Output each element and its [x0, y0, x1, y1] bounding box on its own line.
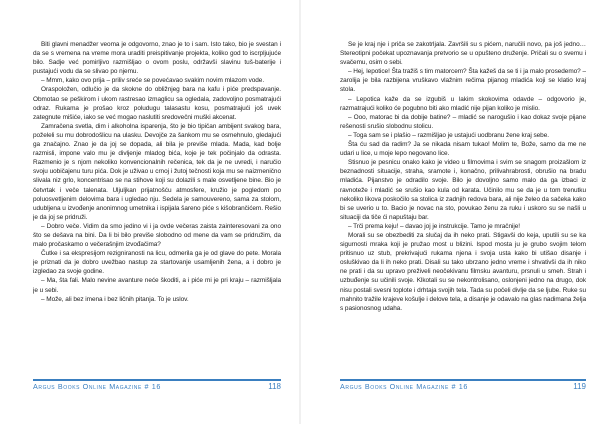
right-page-footer [340, 379, 586, 393]
footer-rule [33, 379, 281, 381]
left-page-body [33, 40, 281, 376]
paragraph: – Trči prema keju! – davao joj je instrukcije. Tamo je mračnije! [348, 222, 520, 230]
paragraph: Morali su se obezbediti za slučaj da ih neko prati. Stigavši do keja, uputili su se ka sigurnosti mraka koji je pružao most u blizini. Ispod mosta ju je grubo svojim telom pritisnuo uz stub, prekrivajući rukama njena i svoja usta kako bi utišao disanje i osluškivao da li ih neko prati. Disali su tako ubrzano jedno vreme i shvativši da ih niko ne prati i da su upravo preživeli neočekivanu filmsku avanturu, prsnuli u smeh. Strah i uzbuđenje su učinili svoje. Klkotali su se nekontrolisano, oslonjeni jedno na drugo, dok nisu postali svesni toplote i drhtaja svojih tela. Tada su počeli divlje da se ljube. Ruke su mahnito tražile krajeve košulje i delove tela, a disanje je odavalo na glas nadimana želja s pasionosnog udaha. [340, 231, 586, 312]
footer-rule [340, 379, 586, 381]
right-page [300, 0, 600, 424]
paragraph: Oraspoložen, odlučio je da skokne do obližnjeg bara na kafu i piće predspavanje. Obmotao se peškirom i ukom rastresao izmaglicu sa ogledala, zadovoljno posmatrajući odraz. Rukama je prošao kroz poludugu talasastu kosu, posmatrajući još uvek zategnute mišiće, iako se već mogao naslutiti sredovečni muški akcenat. [33, 86, 281, 121]
paragraph: – Lepotica kaže da se izgubiš u lakim skokovima odavde – odgovorio je, razmatrajući koliko će pogubno biti ako mladić nije pijan koliko je mislio. [340, 95, 586, 112]
right-page-body [340, 40, 586, 376]
paragraph: Čutke i sa ekspresijom rezigniranosti na licu, odmerila ga je od glave do pete. Morala je priznati da je dobro uvežbao nastup za startovanje usamljenih žena, a i dobro je izgledao za svoje godine. [33, 250, 281, 276]
footer-magazine-title: Argus Books Online Magazine # 16 [33, 382, 161, 391]
paragraph: Šta ću sad da radim? Ja se nikada nisam tukao! Molim te, Bože, samo da me ne udari u lice, u moje lepo negovano lice. [340, 141, 586, 158]
paragraph: Stisnuo je pesnicu onako kako je video u filmovima i svim se snagom proizašlom iz beznadnosti situacije, straha, sramote i, konačno, prilivahrabrosti, obrušio na bradu mladića. Pijanstvo je odradilo svoje. Bilo je dovoljno samo malo da ga izbaci iz ravnoteže i mladić se srušio kao kula od karata. Učinilo mu se da je u tom trenutku nekoliko likova poskočilo sa stolica iz zadnjih redova bara, ali nije želeo da sačeka kako bi se uverio u to. Bacio je novac na sto, povukao ženu za ruku i uskoro su se našli u situaciji da tiče ći napuštaju bar. [340, 159, 586, 221]
paragraph: – Hej, lepotice! Šta tražiš s tim matorcem? Šta kažeš da se ti i ja malo prosedemo? – zarolija je bila razbijena vruškavo vlažnim rečima pijanog mladića koji se klatio kraj stola. [340, 68, 586, 94]
paragraph: – Ma, šta fali. Malo nevine avanture neće škoditi, a i piće mi je pri kraju – razmišljala je u sebi. [33, 277, 281, 294]
paragraph: – Može, ali bez imena i bez ličnih pitanja. To je uslov. [41, 295, 189, 303]
left-page-footer [33, 379, 281, 393]
paragraph: Se je kraj nje i priča se zakotrljala. Završili su s pićem, naručili novo, pa još jedno… Stereotipni počekat upoznavanja pretvorio se u opušteno druženje. Pričali su o svemu i svačemu, osim o sebi. [340, 41, 586, 67]
paragraph: – Dobro veče. Vidim da smo jedino vi i ja ovde večeras zaista zainteresovani za ono što se dešava na bini. Da li bi bilo previše slobodno od mene da vam se pridružim, da malo pročaskamo o večerašnjim izvođačima? [33, 222, 281, 249]
paragraph: – Mmm, kako ovo prija – priliv sreće se povećavao svakim novim mlazom vode. [41, 77, 265, 85]
footer-magazine-title: Argus Books Online Magazine # 16 [340, 382, 468, 391]
paragraph: Zamračena svetla, dim i alkoholna isparenja, što je bio tipičan ambijent svakog bara, poželeli su mu dobrodošlicu na ulasku. Devojče za šankom mu se osmehnulo, gledajući ga značajno. Znao je da joj se dopada, ali bila je previše mlada. Mada, kad bolje razmisli, impone valo mu je divljenje mladog bića, koje je tek počinjalo da odrasta. Razmenio je s njom nekoliko konvencionalnih rečenica, tek da je ne uvredi, i naručio svoju uobičajenu turu pića. Dok je uživao u crnoj i žutoj tečnosti koja mu se naizmenično slivala niz grlo, koncentrisao se na stihove koji su dolazili s male osvetljene bine. Bio je četvrtak i veče talenata. Uljuljkan prijatnošću atmosfere, kružio je pogledom po poluosvetljenim delovima bara i ugledao nju. Sedela je samouvereno, sama za stolom, udubljena u izvođenje anonimnog umetnika i ispijala šareno piće s kišobrančićem. Rešio je da joj se pridruži. [33, 122, 281, 221]
paragraph: – Toga sam se i plašio – razmišljao je ustajući uodbranu žene kraj sebe. [348, 131, 549, 139]
paragraph: Biti glavni menadžer veoma je odgovorno, znao je to i sam. Isto tako, bio je svestan i da se s vremena na vreme mora uraditi preispitivanje projekta, koliko god to iscrpljujuće bilo. Sadje već pomirljivo razmišljao o ovom poslu, održavši slavinu tuš-baterije i pustajući vodu da se slivao po njemu. [33, 41, 281, 76]
page-number: 119 [573, 382, 586, 391]
page-number: 118 [268, 382, 281, 391]
paragraph: – Ooo, matorac bi da dobije batine? – mladić se narogušio i kao dokaz svoje pijane rešenosti srušio slobodnu stolicu. [340, 113, 586, 130]
